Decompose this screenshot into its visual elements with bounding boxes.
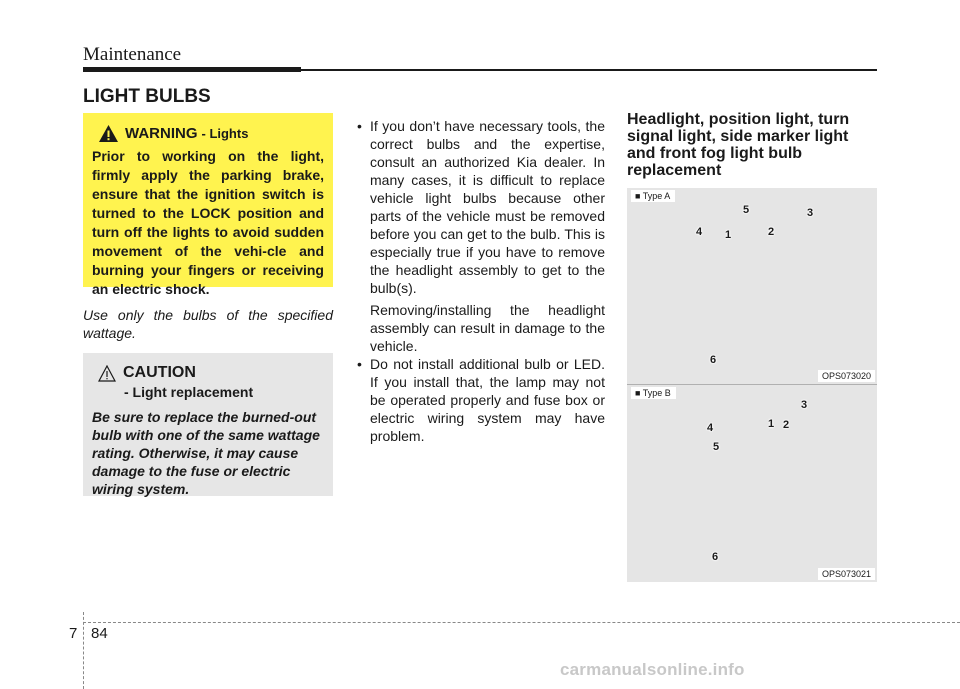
bullet-tools bbox=[355, 117, 605, 297]
subsection-heading: Headlight, position light, turn signal light, side marker light and front fog light bulb replacement bbox=[627, 111, 850, 179]
section-title: LIGHT BULBS bbox=[83, 86, 211, 107]
caution-icon bbox=[98, 365, 116, 382]
warning-subtitle: - Lights bbox=[201, 125, 249, 141]
intro-text: Use only the bulbs of the specified wattage. bbox=[83, 307, 333, 341]
chapter-number: 7 bbox=[69, 625, 78, 642]
caution-box bbox=[83, 353, 333, 496]
page-number: 84 bbox=[91, 625, 108, 642]
callout-4: 4 bbox=[707, 422, 714, 434]
caution-body: Be sure to replace the burned-out bulb with one of the same wattage rating. Otherwise, it may cause damage to the fuse or electric wiring system. bbox=[92, 409, 320, 497]
figure-type-b bbox=[627, 385, 877, 582]
warning-body: Prior to working on the light, firmly apply the parking brake, ensure that the ignition switch is turned to the LOCK position and turn off the lights to avoid sudden movement of the vehi-cle and burning your fingers or receiving an electric shock. bbox=[92, 148, 324, 297]
footer-horizontal-rule bbox=[83, 622, 960, 623]
warning-title: WARNING bbox=[125, 124, 198, 142]
callout-3: 3 bbox=[801, 399, 808, 411]
callout-6: 6 bbox=[710, 354, 717, 366]
bullet-dot: • bbox=[357, 356, 362, 372]
figure-a-code: OPS073020 bbox=[818, 370, 875, 382]
bullet-no-led-text: Do not install additional bulb or LED. If you install that, the lamp may not be operated properly and fuse box or electric wiring system may have problem. bbox=[370, 356, 605, 444]
caution-subtitle: - Light replacement bbox=[124, 384, 254, 400]
warning-icon bbox=[98, 124, 119, 143]
figure-type-a bbox=[627, 188, 877, 384]
header-rule-thick bbox=[83, 67, 301, 72]
callout-6: 6 bbox=[712, 551, 719, 563]
figure-b-code: OPS073021 bbox=[818, 568, 875, 580]
caution-title: CAUTION bbox=[123, 364, 196, 381]
bullet-dot: • bbox=[357, 118, 362, 134]
warning-heading bbox=[98, 122, 324, 144]
callout-1: 1 bbox=[768, 418, 775, 430]
callout-4: 4 bbox=[696, 226, 703, 238]
callout-1: 1 bbox=[725, 229, 732, 241]
header-rule-thin bbox=[301, 69, 877, 71]
running-head: Maintenance bbox=[83, 44, 182, 65]
callout-5: 5 bbox=[713, 441, 720, 453]
caution-heading bbox=[98, 363, 324, 383]
bullet-no-led bbox=[355, 355, 605, 445]
footer-vertical-rule bbox=[83, 612, 85, 689]
bullet-tools-continuation: Removing/installing the headlight assembly can result in damage to the vehicle. bbox=[370, 302, 605, 354]
figure-a-type-label: ■ Type A bbox=[631, 190, 675, 202]
callout-2: 2 bbox=[768, 226, 775, 238]
callout-5: 5 bbox=[743, 204, 750, 216]
callout-2: 2 bbox=[783, 419, 790, 431]
callout-3: 3 bbox=[807, 207, 814, 219]
watermark: carmanualsonline.info bbox=[560, 660, 745, 679]
middle-column bbox=[355, 117, 605, 445]
figure-b-type-label: ■ Type B bbox=[631, 387, 676, 399]
bullet-tools-text: If you don’t have necessary tools, the correct bulbs and the expertise, consult an authorized Kia dealer. In many cases, it is difficult to replace vehicle light bulbs because other parts of the vehicle must be removed before you can get to the bulb. This is especially true if you have to remove the headlight assembly to get to the bulb(s). bbox=[370, 118, 605, 296]
warning-box bbox=[83, 113, 333, 297]
